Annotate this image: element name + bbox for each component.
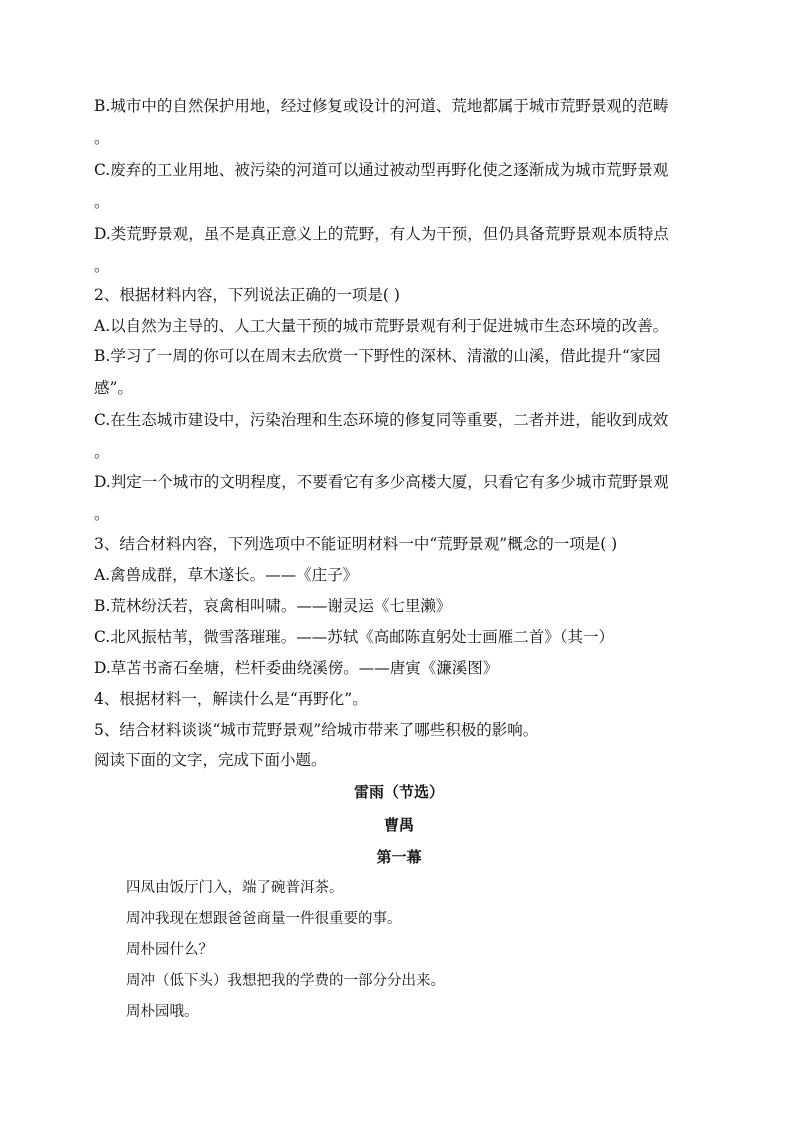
drama-line: 周朴园哦。 — [126, 1004, 199, 1020]
drama-line: 周冲我现在想跟爸爸商量一件很重要的事。 — [126, 911, 402, 927]
q2-stem: 2、根据材料内容，下列说法正确的一项是( ) — [94, 286, 400, 304]
q1-option-d: D.类荒野景观，虽不是真正意义上的荒野，有人为干预，但仍具备荒野景观本质特点 — [94, 225, 669, 243]
drama-line: 周朴园什么？ — [126, 942, 213, 958]
q2-option-c-end: 。 — [94, 443, 110, 461]
drama-author: 曹禺 — [383, 816, 414, 834]
q2-option-d: D.判定一个城市的文明程度，不要看它有多少高楼大厦，只看它有多少城市荒野景观 — [94, 473, 669, 491]
q3-option-d: D.草苫书斋石垒塘，栏杆委曲绕溪傍。——唐寅《濂溪图》 — [94, 659, 499, 677]
drama-act: 第一幕 — [376, 848, 422, 866]
q1-option-c: C.废弃的工业用地、被污染的河道可以通过被动型再野化使之逐渐成为城市荒野景观 — [94, 161, 669, 179]
q1-option-d-end: 。 — [94, 257, 110, 275]
q1-option-b: B.城市中的自然保护用地，经过修复或设计的河道、荒地都属于城市荒野景观的范畴 — [94, 97, 669, 115]
q2-option-d-end: 。 — [94, 505, 110, 523]
q3-option-a: A.禽兽成群，草木遂长。——《庄子》 — [94, 566, 359, 584]
reading-instruction: 阅读下面的文字，完成下面小题。 — [94, 751, 327, 769]
q4-stem: 4、根据材料一，解读什么是“再野化”。 — [94, 690, 368, 708]
q3-option-b: B.荒林纷沃若，哀禽相叫啸。——谢灵运《七里濑》 — [94, 597, 452, 615]
drama-line: 周冲（低下头）我想把我的学费的一部分分出来。 — [126, 973, 445, 989]
q1-option-c-end: 。 — [94, 193, 110, 211]
q5-stem: 5、结合材料谈谈“城市荒野景观”给城市带来了哪些积极的影响。 — [94, 721, 539, 739]
drama-line: 四凤由饭厅门入，端了碗普洱茶。 — [126, 880, 344, 896]
q2-option-a: A.以自然为主导的、人工大量干预的城市荒野景观有利于促进城市生态环境的改善。 — [94, 317, 669, 335]
drama-title: 雷雨（节选） — [353, 783, 444, 801]
q2-option-c: C.在生态城市建设中，污染治理和生态环境的修复同等重要，二者并进，能收到成效 — [94, 411, 669, 429]
q2-option-b-line1: B.学习了一周的你可以在周末去欣赏一下野性的深林、清澈的山溪，借此提升“家园 — [94, 347, 661, 365]
q3-stem: 3、结合材料内容，下列选项中不能证明材料一中“荒野景观”概念的一项是( ) — [94, 535, 618, 553]
q2-option-b-line2: 感”。 — [94, 379, 133, 397]
q3-option-c: C.北风振枯苇，微雪落璀璀。——苏轼《高邮陈直躬处士画雁二首》（其一） — [94, 628, 614, 646]
q1-option-b-end: 。 — [94, 129, 110, 147]
